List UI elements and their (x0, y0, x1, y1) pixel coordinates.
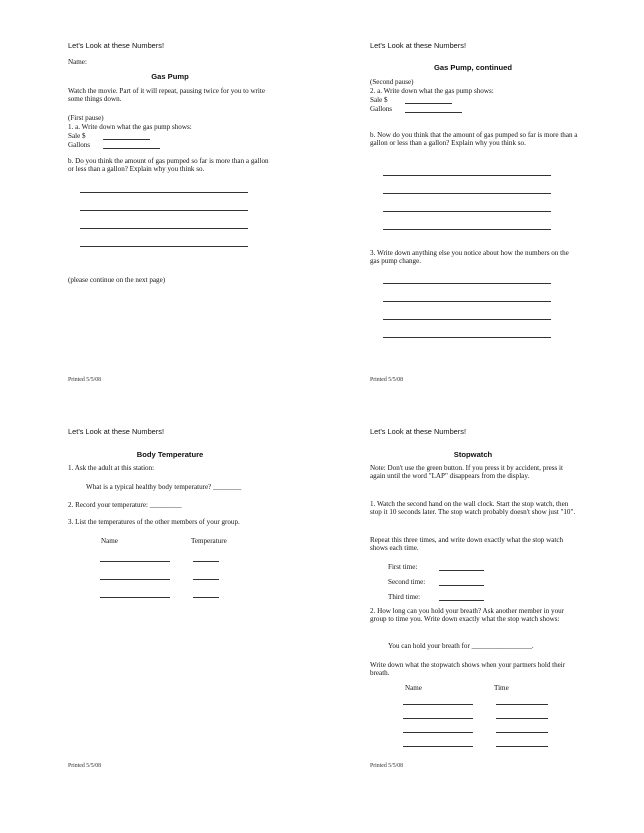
temperature-answer-line[interactable] (193, 561, 219, 562)
gallons-answer-line[interactable] (405, 112, 462, 113)
gallons-label: Gallons (68, 141, 91, 149)
answer-line[interactable] (80, 228, 248, 229)
name-answer-line[interactable] (403, 732, 473, 733)
first-time-answer-line[interactable] (439, 570, 484, 571)
temperature-answer-line[interactable] (193, 579, 219, 580)
answer-line[interactable] (383, 319, 551, 320)
column-header-name: Name (101, 537, 118, 545)
question-3: 3. Write down anything else you notice about how the numbers on the gas pump change. (370, 249, 569, 266)
second-time-label: Second time: (388, 578, 426, 586)
intro-text: Watch the movie. Part of it will repeat, pausing twice for you to write some things down. (68, 87, 266, 104)
time-answer-line[interactable] (496, 718, 548, 719)
repeat-instructions: Repeat this three times, and write down exactly what the stop watch shows each time. (370, 536, 564, 553)
worksheet-gas-pump-continued (370, 0, 614, 400)
page-header: Let’s Look at these Numbers! (370, 41, 466, 50)
third-time-label: Third time: (388, 593, 421, 601)
answer-line[interactable] (383, 283, 551, 284)
answer-line[interactable] (383, 229, 551, 230)
page-header: Let’s Look at these Numbers! (370, 427, 466, 436)
question-1b: b. Do you think the amount of gas pumped so far is more than a gallon or less than a gallon? Explain why you think so. (68, 157, 269, 174)
page-footer: Printed 5/5/08 (68, 377, 102, 383)
sale-answer-line[interactable] (405, 103, 452, 104)
column-header-time: Time (494, 684, 509, 692)
worksheet-body-temperature (68, 400, 312, 800)
name-answer-line[interactable] (403, 746, 473, 747)
answer-line[interactable] (383, 211, 551, 212)
partners-instructions: Write down what the stopwatch shows when your partners hold their breath. (370, 661, 566, 678)
answer-line[interactable] (80, 246, 248, 247)
time-answer-line[interactable] (496, 746, 548, 747)
hold-breath-line: You can hold your breath for _________________. (388, 642, 534, 650)
page-footer: Printed 5/5/08 (370, 377, 404, 383)
name-answer-line[interactable] (403, 718, 473, 719)
name-answer-line[interactable] (100, 561, 170, 562)
column-header-temperature: Temperature (191, 537, 227, 545)
page-header: Let’s Look at these Numbers! (68, 427, 164, 436)
second-time-answer-line[interactable] (439, 585, 484, 586)
question-1: 1. Ask the adult at this station: (68, 464, 155, 472)
name-answer-line[interactable] (100, 597, 170, 598)
gallons-answer-line[interactable] (103, 148, 160, 149)
pause-label: (Second pause) (370, 78, 414, 86)
question-1-sub: What is a typical healthy body temperature? ________ (86, 483, 242, 491)
question-2b: b. Now do you think that the amount of gas pumped so far is more than a gallon or less than a gallon? Explain why you think so. (370, 131, 578, 148)
page-title: Gas Pump, continued (433, 63, 513, 72)
name-answer-line[interactable] (403, 704, 473, 705)
answer-line[interactable] (383, 337, 551, 338)
name-answer-line[interactable] (100, 579, 170, 580)
worksheet-gas-pump (68, 0, 312, 400)
sale-label: Sale $ (68, 132, 86, 140)
sale-label: Sale $ (370, 96, 388, 104)
time-answer-line[interactable] (496, 732, 548, 733)
question-2: 2. Record your temperature: _________ (68, 501, 182, 509)
question-1: 1. Watch the second hand on the wall clock. Start the stop watch, then stop it 10 seconds later. The stop watch probably doesn't show just "10". (370, 500, 576, 517)
answer-line[interactable] (383, 193, 551, 194)
third-time-answer-line[interactable] (439, 600, 484, 601)
page-header: Let’s Look at these Numbers! (68, 41, 164, 50)
column-header-name: Name (405, 684, 422, 692)
name-label: Name: (68, 58, 87, 66)
answer-line[interactable] (383, 301, 551, 302)
answer-line[interactable] (80, 192, 248, 193)
pause-label: (First pause) (68, 114, 104, 122)
time-answer-line[interactable] (496, 704, 548, 705)
temperature-answer-line[interactable] (193, 597, 219, 598)
page-title: Stopwatch (453, 450, 493, 459)
page-footer: Printed 5/5/08 (370, 763, 404, 769)
page-footer: Printed 5/5/08 (68, 763, 102, 769)
answer-line[interactable] (80, 210, 248, 211)
question-3: 3. List the temperatures of the other members of your group. (68, 518, 240, 526)
sale-answer-line[interactable] (103, 139, 150, 140)
answer-line[interactable] (383, 175, 551, 176)
continue-note: (please continue on the next page) (68, 276, 166, 284)
first-time-label: First time: (388, 563, 418, 571)
page-title: Gas Pump (151, 72, 189, 81)
worksheet-stopwatch (370, 400, 614, 800)
gallons-label: Gallons (370, 105, 393, 113)
note-text: Note: Don't use the green button. If you press it by accident, press it again until the word "LAP" disappears from the display. (370, 464, 563, 481)
question-2a: 2. a. Write down what the gas pump shows: (370, 87, 494, 95)
question-1a: 1. a. Write down what the gas pump shows: (68, 123, 192, 131)
page-title: Body Temperature (136, 450, 204, 459)
question-2: 2. How long can you hold your breath? Ask another member in your group to time you. Write down exactly what the stop watch shows: (370, 607, 565, 624)
